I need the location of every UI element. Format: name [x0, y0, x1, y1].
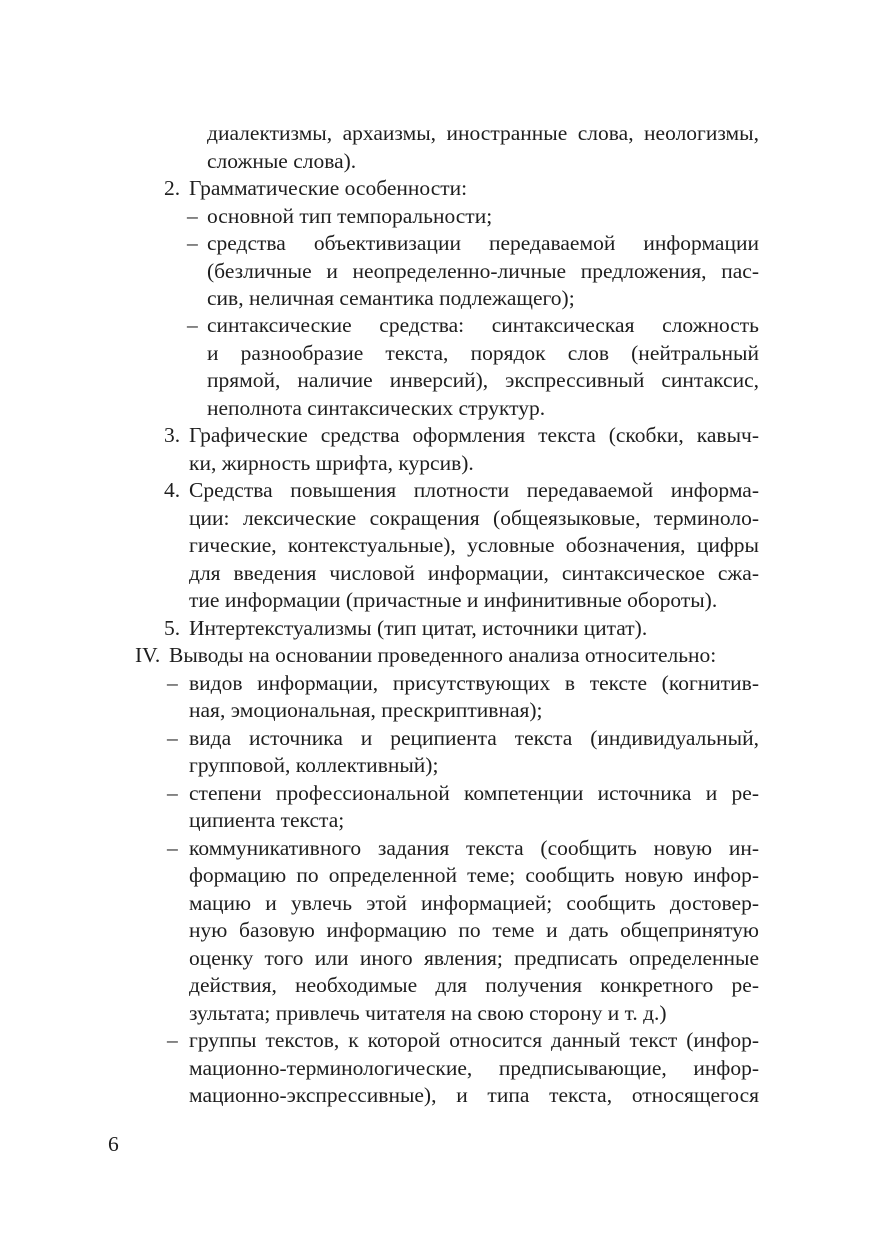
text-line: диалектизмы, архаизмы, иностранные слова, неологизмы,: [207, 121, 759, 145]
text-line: вида источника и реципиента текста (индивидуальный,: [189, 726, 759, 750]
dash-marker: –: [187, 204, 198, 228]
text-line: для введения числовой информации, синтаксическое сжа-: [189, 561, 759, 585]
text-line: сив, неличная семантика подлежащего);: [207, 286, 575, 310]
text-line: Средства повышения плотности передаваемой информа-: [189, 478, 759, 502]
list-number-2: 2.: [164, 176, 181, 200]
text-line: оценку того или иного явления; предписать определенные: [189, 946, 759, 970]
text-line: ная, эмоциональная, прескриптивная);: [189, 698, 543, 722]
text-line: формацию по определенной теме; сообщить новую инфор-: [189, 863, 759, 887]
text-line: мацию и увлечь этой информацией; сообщить достовер-: [189, 891, 759, 915]
dash-marker: –: [167, 726, 178, 750]
section-number-iv: IV.: [135, 643, 161, 667]
dash-marker: –: [187, 231, 198, 255]
page-number: 6: [108, 1132, 119, 1156]
text-line: зультата; привлечь читателя на свою сторону и т. д.): [189, 1001, 667, 1025]
text-line: тие информации (причастные и инфинитивные обороты).: [189, 588, 718, 612]
text-line: ции: лексические сокращения (общеязыковые, терминоло-: [189, 506, 759, 530]
dash-marker: –: [167, 671, 178, 695]
text-line: Графические средства оформления текста (скобки, кавыч-: [189, 423, 759, 447]
text-line: коммуникативного задания текста (сообщить новую ин-: [189, 836, 759, 860]
section-heading: Выводы на основании проведенного анализа относительно:: [169, 643, 717, 667]
text-line: синтаксические средства: синтаксическая сложность: [207, 313, 759, 337]
text-line: мационно-экспрессивные), и типа текста, относящегося: [189, 1083, 759, 1107]
text-line: и разнообразие текста, порядок слов (нейтральный: [207, 341, 759, 365]
text-line: прямой, наличие инверсий), экспрессивный синтаксис,: [207, 368, 759, 392]
text-line: Интертекстуализмы (тип цитат, источники цитат).: [189, 616, 648, 640]
dash-marker: –: [167, 1028, 178, 1052]
text-line: гические, контекстуальные), условные обозначения, цифры: [189, 533, 759, 557]
text-line: средства объективизации передаваемой информации: [207, 231, 759, 255]
text-line: видов информации, присутствующих в тексте (когнитив-: [189, 671, 759, 695]
text-line: (безличные и неопределенно-личные предложения, пас-: [207, 259, 759, 283]
text-line: степени профессиональной компетенции источника и ре-: [189, 781, 759, 805]
text-line: группы текстов, к которой относится данный текст (инфор-: [189, 1028, 759, 1052]
dash-marker: –: [167, 781, 178, 805]
text-line: мационно-терминологические, предписывающие, инфор-: [189, 1056, 759, 1080]
dash-marker: –: [167, 836, 178, 860]
list-number-5: 5.: [164, 616, 181, 640]
list-number-4: 4.: [164, 478, 181, 502]
text-line: групповой, коллективный);: [189, 753, 439, 777]
dash-marker: –: [187, 313, 198, 337]
text-line: ки, жирность шрифта, курсив).: [189, 451, 474, 475]
list-number-3: 3.: [164, 423, 181, 447]
text-line: основной тип темпоральности;: [207, 204, 493, 228]
text-line: неполнота синтаксических структур.: [207, 396, 546, 420]
text-line: действия, необходимые для получения конкретного ре-: [189, 973, 759, 997]
text-line: сложные слова).: [207, 149, 357, 173]
list-item-heading: Грамматические особенности:: [189, 176, 468, 200]
text-line: ную базовую информацию по теме и дать общепринятую: [189, 918, 759, 942]
text-line: ципиента текста;: [189, 808, 345, 832]
